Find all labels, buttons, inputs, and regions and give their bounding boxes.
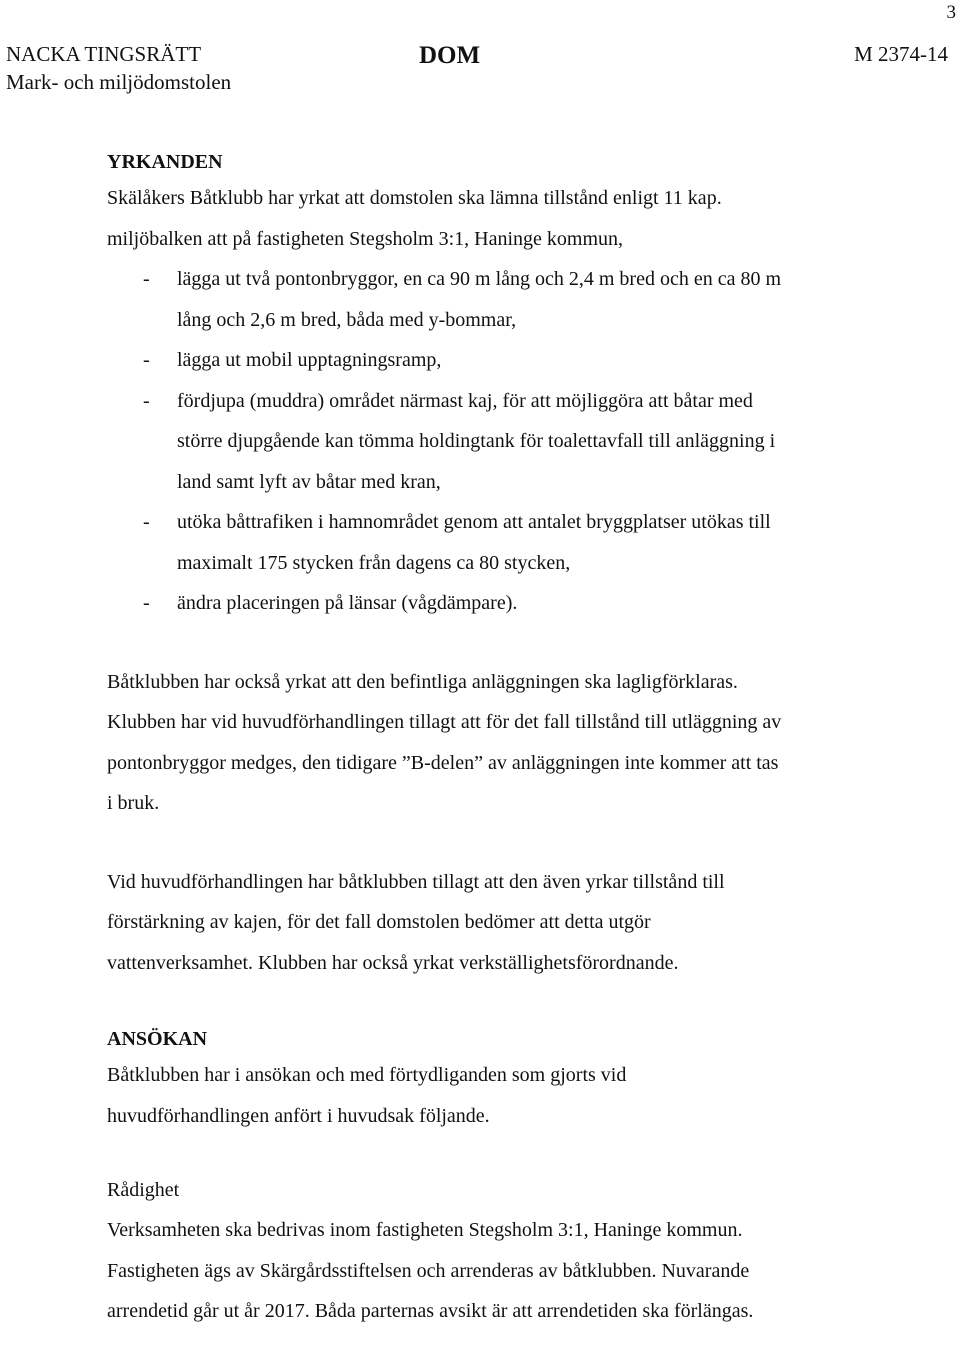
court-name: NACKA TINGSRÄTT xyxy=(6,42,202,66)
text-line: miljöbalken att på fastigheten Stegsholm 3:1, Haninge kommun, xyxy=(107,227,624,250)
claims-list xyxy=(107,259,907,624)
list-dash: - xyxy=(143,349,150,371)
page-number: 3 xyxy=(946,2,956,23)
text-line: Vid huvudförhandlingen har båtklubben tillagt att den även yrkar tillstånd till xyxy=(107,870,725,893)
heading-yrkanden: YRKANDEN xyxy=(107,151,223,173)
subheading-radighet: Rådighet xyxy=(107,1179,180,1201)
list-item xyxy=(107,259,907,340)
list-item xyxy=(107,381,907,503)
text-line: land samt lyft av båtar med kran, xyxy=(177,470,441,493)
text-line: arrendetid går ut år 2017. Båda parternas avsikt är att arrendetiden ska förlängas. xyxy=(107,1300,754,1322)
text-line: utöka båttrafiken i hamnområdet genom att antalet bryggplatser utökas till xyxy=(177,511,771,533)
text-line: huvudförhandlingen anfört i huvudsak följande. xyxy=(107,1104,490,1127)
text-line: Fastigheten ägs av Skärgårdsstiftelsen och arrenderas av båtklubben. Nuvarande xyxy=(107,1259,750,1282)
list-dash: - xyxy=(143,511,150,533)
heading-ansokan: ANSÖKAN xyxy=(107,1028,208,1050)
text-line: Skälåkers Båtklubb har yrkat att domstolen ska lämna tillstånd enligt 11 kap. xyxy=(107,187,722,209)
paragraph-lagligforklaring xyxy=(107,662,907,824)
court-division: Mark- och miljödomstolen xyxy=(6,70,232,94)
list-item xyxy=(107,502,907,583)
text-line: lägga ut mobil upptagningsramp, xyxy=(177,349,442,371)
paragraph-kaj xyxy=(107,862,907,984)
paragraph-radighet xyxy=(107,1210,907,1332)
document-type: DOM xyxy=(419,42,481,69)
text-line: Verksamheten ska bedrivas inom fastigheten Stegsholm 3:1, Haninge kommun. xyxy=(107,1219,743,1241)
text-line: lägga ut två pontonbryggor, en ca 90 m lång och 2,4 m bred och en ca 80 m xyxy=(177,268,782,290)
text-line: större djupgående kan tömma holdingtank för toalettavfall till anläggning i xyxy=(177,430,776,452)
list-dash: - xyxy=(143,592,150,614)
text-line: fördjupa (muddra) området närmast kaj, för att möjliggöra att båtar med xyxy=(177,389,753,412)
list-dash: - xyxy=(143,389,150,412)
text-line: maximalt 175 stycken från dagens ca 80 stycken, xyxy=(177,551,571,574)
text-line: Båtklubben har också yrkat att den befintliga anläggningen ska lagligförklaras. xyxy=(107,670,738,693)
yrkanden-intro xyxy=(107,178,907,259)
list-item xyxy=(107,583,907,624)
text-line: pontonbryggor medges, den tidigare ”B-delen” av anläggningen inte kommer att tas xyxy=(107,751,779,774)
text-line: förstärkning av kajen, för det fall domstolen bedömer att detta utgör xyxy=(107,911,651,933)
text-line: i bruk. xyxy=(107,792,160,814)
text-line: ändra placeringen på länsar (vågdämpare). xyxy=(177,592,518,614)
text-line: vattenverksamhet. Klubben har också yrkat verkställighetsförordnande. xyxy=(107,951,679,974)
paragraph-ansokan xyxy=(107,1055,907,1136)
list-dash: - xyxy=(143,268,150,290)
document-body xyxy=(107,146,907,1332)
text-line: Klubben har vid huvudförhandlingen tillagt att för det fall tillstånd till utläggning av xyxy=(107,711,782,733)
text-line: lång och 2,6 m bred, båda med y-bommar, xyxy=(177,308,517,331)
text-line: Båtklubben har i ansökan och med förtydliganden som gjorts vid xyxy=(107,1064,627,1086)
list-item xyxy=(107,340,907,381)
case-number: M 2374-14 xyxy=(854,42,948,66)
